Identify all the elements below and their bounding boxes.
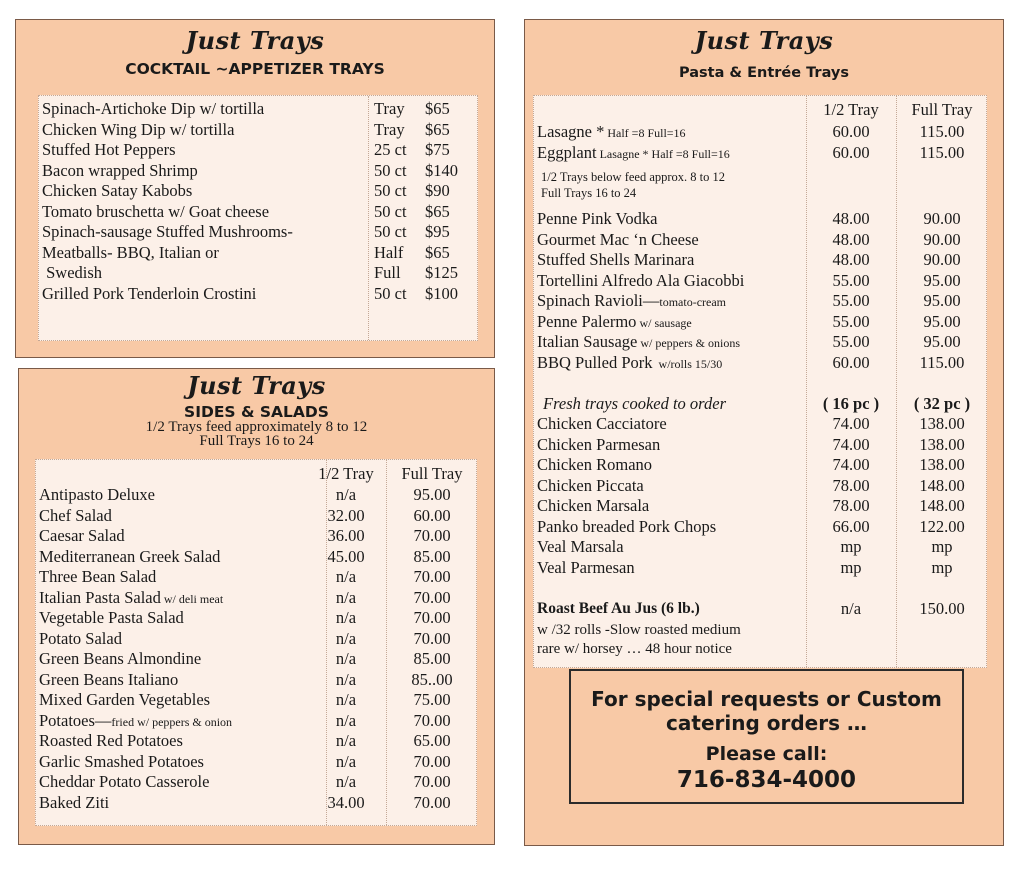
fresh-item-half: mp [840,537,862,556]
cocktail-item-unit: 50 ct [374,181,407,200]
fresh-item-full: 122.00 [919,516,965,536]
sides-item-full: 70.00 [413,587,451,607]
pasta-item [534,250,986,271]
fresh-item [534,455,986,476]
cocktail-item [39,99,477,120]
cocktail-item-unit: 25 ct [374,140,407,159]
fresh-item-half: 66.00 [832,516,870,536]
sides-item [36,711,476,732]
sides-item-name: Green Beans Almondine [39,649,202,668]
sides-item-name: Italian Pasta Salad [39,587,161,607]
pasta-item-full: 95.00 [923,291,961,310]
fresh-item-full: mp [931,557,953,577]
sides-item-full: 85.00 [413,546,451,566]
sides-item-half: n/a [335,587,357,607]
pasta-item-full: 95.00 [923,311,961,331]
cocktail-panel [15,19,495,358]
cocktail-item-price: $90 [425,181,450,200]
sides-item-full: 70.00 [413,751,451,771]
sides-item-half: 45.00 [327,546,365,566]
sides-item-half: 36.00 [327,526,365,545]
pasta-item [534,353,986,374]
sides-item-half: n/a [335,731,357,750]
fresh-item-half: 78.00 [832,496,870,515]
cocktail-item-name: Chicken Wing Dip w/ tortilla [42,119,235,139]
sides-item-name: Garlic Smashed Potatoes [39,751,204,771]
pasta-item-name: BBQ Pulled Pork [537,352,653,372]
fresh-item [534,558,986,579]
roast-full: 150.00 [919,599,965,618]
pasta-item-half: 55.00 [832,332,870,351]
sides-item-name: Vegetable Pasta Salad [39,608,184,627]
pasta-item-full: 95.00 [923,270,961,290]
pasta-item-full: 90.00 [923,209,961,228]
sides-item [36,608,476,629]
cocktail-item-name: Spinach-Artichoke Dip w/ tortilla [42,99,265,118]
cocktail-item-unit: Full [374,263,401,282]
pasta-item [534,230,986,251]
sides-item-full: 70.00 [413,628,451,648]
pasta-item-note: w/rolls 15/30 [652,356,723,371]
cocktail-item [39,263,477,284]
sides-item-note: w/ deli meat [160,591,224,606]
pasta-item-name: Italian Sausage [537,332,638,351]
pasta-item [534,312,986,333]
sides-item [36,485,476,506]
sides-item [36,731,476,752]
cocktail-item [39,140,477,161]
pasta-item-name: Stuffed Shells Marinara [537,250,695,269]
pasta-item-note: w/ peppers & onions [637,336,740,350]
sides-item [36,526,476,547]
roast-half: n/a [840,599,862,618]
pasta-item-half: 55.00 [832,270,870,290]
fresh-item-half: 74.00 [832,414,870,433]
fresh-item [534,476,986,497]
cocktail-brand: Just Trays [185,26,325,55]
pasta-item-half: 60.00 [832,352,870,372]
sides-item [36,670,476,691]
cocktail-item-price: $65 [425,201,450,221]
pasta-item-half: 55.00 [832,291,870,310]
sides-item-name: Antipasto Deluxe [39,485,155,504]
eggplant-row [534,143,986,164]
sides-header-row [36,464,476,485]
sides-item-half: n/a [335,690,357,709]
pasta-item-name: Gourmet Mac ‘n Cheese [537,229,699,249]
pasta-item-name: Penne Palermo [537,311,637,331]
sides-item-full: 70.00 [413,608,451,627]
sides-item-name: Mediterranean Greek Salad [39,546,221,566]
pasta-title: Pasta & Entrée Trays [678,65,849,81]
sides-item-name: Potato Salad [39,628,122,648]
cocktail-item-unit: Tray [374,119,405,139]
pasta-item-full: 95.00 [923,332,961,351]
fresh-item [534,537,986,558]
sides-item-full: 70.00 [413,710,451,730]
lasagne-half: 60.00 [832,122,870,141]
fresh-item-name: Chicken Cacciatore [537,414,667,433]
special-request-callout [569,669,964,804]
cocktail-item-price: $65 [425,242,450,262]
sides-item-name: Three Bean Salad [39,567,157,586]
fresh-full-label: ( 32 pc ) [913,394,971,413]
fresh-item-name: Panko breaded Pork Chops [537,516,717,536]
sides-note-full: Full Trays 16 to 24 [199,433,314,449]
pasta-note-half: 1/2 Trays below feed approx. 8 to 12 [541,170,726,184]
fresh-item-half: 78.00 [832,475,870,495]
fresh-item-full: 148.00 [919,496,965,515]
cocktail-item-unit: 50 ct [374,222,407,241]
cocktail-item [39,284,477,305]
pasta-item-full: 90.00 [923,229,961,249]
sides-item-half: 34.00 [327,792,365,812]
cocktail-item [39,202,477,223]
fresh-label: Fresh trays cooked to order [543,394,726,413]
sides-item-full: 95.00 [413,485,451,504]
cocktail-item-price: $65 [425,119,450,139]
cocktail-item-name: Meatballs- BBQ, Italian or [42,242,219,262]
sides-item [36,752,476,773]
fresh-item-name: Chicken Piccata [537,475,644,495]
fresh-item-half: mp [840,557,862,577]
pasta-item-half: 55.00 [832,311,870,331]
cocktail-item-unit: 50 ct [374,201,407,221]
fresh-item-name: Chicken Parmesan [537,434,661,454]
fresh-item-full: 148.00 [919,475,965,495]
sides-item-full: 70.00 [413,792,451,812]
eggplant-half: 60.00 [832,143,870,162]
pasta-item-full: 90.00 [923,250,961,269]
sides-item-full: 65.00 [413,731,451,750]
sides-item-full: 60.00 [413,505,451,525]
eggplant-full: 115.00 [919,143,965,162]
pasta-item-name: Spinach Ravioli— [537,291,660,310]
cocktail-item-name: Grilled Pork Tenderloin Crostini [42,283,257,303]
pasta-col-full: Full Tray [911,100,973,119]
sides-panel [18,368,495,845]
fresh-item [534,435,986,456]
cocktail-item [39,161,477,182]
eggplant-note: Lasagne * Half =8 Full=16 [596,147,730,161]
sides-item [36,506,476,527]
cocktail-item-unit: 50 ct [374,160,407,180]
cocktail-item-name: Chicken Satay Kabobs [42,181,193,200]
eggplant-name: Eggplant [537,143,597,162]
roast-name: Roast Beef Au Jus (6 lb.) [537,600,700,617]
cocktail-item-price: $65 [425,99,450,118]
pasta-item [534,271,986,292]
fresh-item-half: 74.00 [832,434,870,454]
pasta-item-name: Penne Pink Vodka [537,209,658,228]
fresh-item [534,517,986,538]
fresh-item-name: Veal Marsala [537,537,624,556]
sides-item-half: n/a [335,751,357,771]
cocktail-item-unit: 50 ct [374,283,407,303]
fresh-half-label: ( 16 pc ) [822,394,880,413]
sides-item [36,588,476,609]
fresh-item-name: Chicken Marsala [537,496,650,515]
cocktail-item-name: Bacon wrapped Shrimp [42,160,198,180]
cocktail-list [38,95,478,341]
sides-item-name: Potatoes— [39,710,112,730]
pasta-note-full: Full Trays 16 to 24 [541,186,637,200]
pasta-list [533,95,987,668]
fresh-item-half: 74.00 [832,455,870,474]
pasta-item-full: 115.00 [919,352,965,372]
sides-item-name: Caesar Salad [39,526,125,545]
fresh-item-full: 138.00 [919,455,965,474]
sides-item-name: Mixed Garden Vegetables [39,690,211,709]
sides-item-half: n/a [335,567,357,586]
sides-item [36,547,476,568]
sides-item-name: Cheddar Potato Casserole [39,772,210,791]
sides-item-name: Baked Ziti [39,792,110,812]
pasta-item-half: 48.00 [832,250,870,269]
cocktail-item-name: Stuffed Hot Peppers [42,140,176,159]
callout-line-2: catering orders … [666,711,867,735]
sides-item-half: 32.00 [327,505,365,525]
sides-item-half: n/a [335,628,357,648]
sides-item [36,649,476,670]
fresh-item [534,496,986,517]
sides-item-full: 85..00 [411,669,453,689]
cocktail-item-price: $100 [425,283,458,303]
lasagne-name: Lasagne * [537,122,605,141]
sides-item-half: n/a [335,772,357,791]
cocktail-item-unit: Half [374,242,404,262]
pasta-item-half: 48.00 [832,229,870,249]
fresh-item [534,414,986,435]
fresh-item-full: mp [931,537,953,556]
pasta-item [534,291,986,312]
sides-item-full: 70.00 [413,567,451,586]
pasta-item [534,209,986,230]
fresh-item-full: 138.00 [919,434,965,454]
pasta-panel [524,19,1004,846]
cocktail-item-price: $125 [425,263,458,282]
sides-item-half: n/a [335,669,357,689]
sides-item [36,772,476,793]
pasta-item-name: Tortellini Alfredo Ala Giacobbi [537,270,745,290]
pasta-item-half: 48.00 [832,209,870,228]
roast-desc-2: rare w/ horsey … 48 hour notice [537,641,732,657]
sides-note-half: 1/2 Trays feed approximately 8 to 12 [145,419,368,435]
cocktail-item [39,243,477,264]
sides-brand: Just Trays [187,371,326,400]
cocktail-item [39,222,477,243]
pasta-col-half: 1/2 Tray [823,100,879,119]
sides-item-half: n/a [335,608,357,627]
lasagne-note: Half =8 Full=16 [604,126,686,140]
sides-title: SIDES & SALADS [184,403,329,421]
lasagne-full: 115.00 [919,122,965,141]
sides-item-half: n/a [335,710,357,730]
cocktail-item-name: Tomato bruschetta w/ Goat cheese [42,201,270,221]
pasta-header-row [534,100,986,121]
sides-col-half: 1/2 Tray [318,464,374,483]
cocktail-item-price: $75 [425,140,450,159]
sides-item [36,690,476,711]
cocktail-item-price: $140 [425,160,458,180]
sides-item-half: n/a [335,485,357,504]
cocktail-title: COCKTAIL ~APPETIZER TRAYS [125,60,385,78]
callout-line-1: For special requests or Custom [591,687,942,711]
sides-list [35,459,477,826]
cocktail-item-name: Swedish [42,263,103,282]
sides-item-full: 85.00 [413,649,451,668]
roast-row [534,599,986,620]
pasta-item-note: tomato-cream [659,295,727,309]
sides-item-full: 70.00 [413,526,451,545]
sides-item-note: fried w/ peppers & onion [111,714,233,729]
fresh-header-row [534,394,986,415]
pasta-brand: Just Trays [694,26,834,55]
sides-item-half: n/a [335,649,357,668]
fresh-item-name: Chicken Romano [537,455,653,474]
sides-item-name: Roasted Red Potatoes [39,731,183,750]
sides-item-name: Green Beans Italiano [39,669,179,689]
callout-line-3: Please call: [705,743,828,765]
fresh-item-name: Veal Parmesan [537,557,635,577]
sides-item-full: 70.00 [413,772,451,791]
sides-item [36,567,476,588]
sides-item-full: 75.00 [413,690,451,709]
cocktail-item-unit: Tray [374,99,405,118]
sides-item [36,793,476,814]
cocktail-item [39,120,477,141]
sides-item [36,629,476,650]
callout-phone[interactable]: 716-834-4000 [676,767,857,793]
pasta-item [534,332,986,353]
roast-desc-1: w /32 rolls -Slow roasted medium [537,622,741,638]
lasagne-row [534,122,986,143]
sides-item-name: Chef Salad [39,505,112,525]
pasta-item-note: w/ sausage [636,315,692,330]
cocktail-item [39,181,477,202]
cocktail-item-name: Spinach-sausage Stuffed Mushrooms- [42,222,293,241]
fresh-item-full: 138.00 [919,414,965,433]
sides-col-full: Full Tray [401,464,463,483]
cocktail-item-price: $95 [425,222,450,241]
